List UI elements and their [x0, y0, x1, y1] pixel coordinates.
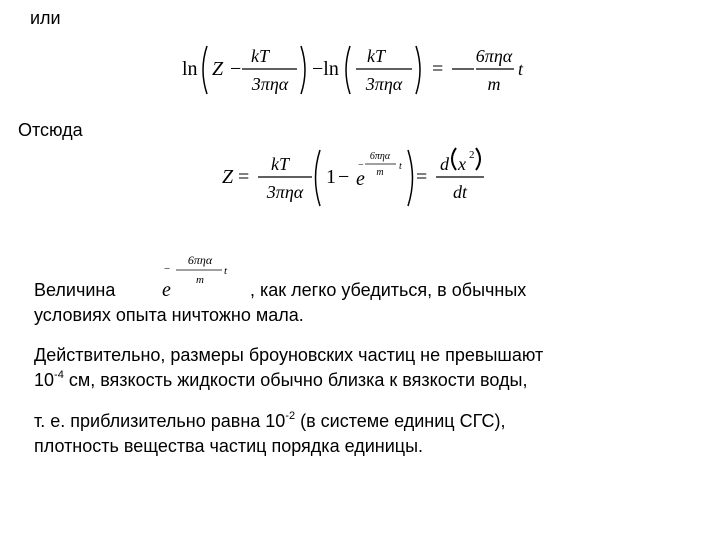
- magnitude-text-line2: условиях опыта ничтожно мала.: [34, 305, 304, 325]
- exponent-minus: −: [164, 263, 171, 275]
- equals-sign-2: =: [416, 166, 428, 188]
- x-squared-exponent: 2: [469, 149, 475, 161]
- z-symbol: Z: [212, 58, 224, 80]
- exponent-denominator: m: [376, 167, 384, 178]
- formula-z-expression: [218, 146, 508, 210]
- label-or: или: [30, 8, 61, 28]
- paragraph-2-line-1-rest: (в системе единиц СГС),: [295, 411, 506, 431]
- label-magnitude: Величина: [34, 280, 116, 300]
- value-ten: 10: [34, 370, 55, 390]
- paragraph-2-line-1-start: т. е. приблизительно равна 10: [34, 411, 286, 431]
- ln-operator: ln: [182, 58, 198, 80]
- fraction-numerator: kT: [251, 46, 269, 66]
- paragraph-1-line-2: [34, 368, 527, 395]
- minus-sign: −: [338, 166, 350, 188]
- paragraph-2-line-1: [34, 409, 506, 436]
- paragraph-1-line-1: Действительно, размеры броуновских частиц не превышают: [34, 345, 544, 365]
- exponential-e: e: [356, 168, 365, 190]
- exponent-minus-two: -2: [285, 410, 296, 422]
- minus-ln-operator: −ln: [312, 58, 339, 80]
- equals-sign: =: [432, 58, 444, 80]
- label-hence: Отсюда: [18, 120, 83, 140]
- fraction-denominator: 3πηα: [266, 182, 304, 202]
- minus-sign: −: [230, 58, 242, 80]
- z-symbol: Z: [222, 166, 234, 188]
- exponent-denominator: m: [196, 274, 204, 286]
- rhs-denominator: m: [487, 74, 501, 94]
- equals-sign: =: [238, 166, 250, 188]
- formula-exponential-term: [158, 254, 248, 304]
- fraction-denominator-2: 3πηα: [365, 74, 403, 94]
- exponent-minus: −: [358, 160, 364, 171]
- exponent-numerator: 6πηα: [369, 151, 391, 162]
- one-digit: 1: [326, 166, 336, 188]
- exponential-e: e: [162, 279, 171, 301]
- paragraph-2-line-2: плотность вещества частиц порядка единицы.: [34, 436, 424, 456]
- fraction-denominator: 3πηα: [251, 74, 289, 94]
- exponent-time: t: [399, 161, 402, 172]
- rhs-numerator: 6πηα: [475, 46, 513, 66]
- fraction-numerator-2: kT: [367, 46, 385, 66]
- magnitude-text-rest: , как легко убедиться, в обычных: [250, 280, 527, 300]
- exponent-time: t: [224, 265, 228, 277]
- x-variable: x: [458, 154, 466, 174]
- differential-d: d: [440, 154, 449, 174]
- exponent-numerator: 6πηα: [187, 253, 213, 267]
- fraction-numerator: kT: [271, 154, 289, 174]
- time-variable: t: [518, 59, 524, 79]
- dt-denominator: dt: [452, 182, 468, 202]
- exponent-minus-four: -4: [54, 369, 64, 381]
- paragraph-1-line-2-rest: см, вязкость жидкости обычно близка к вязкости воды,: [63, 370, 528, 390]
- formula-log-equation: [180, 38, 540, 102]
